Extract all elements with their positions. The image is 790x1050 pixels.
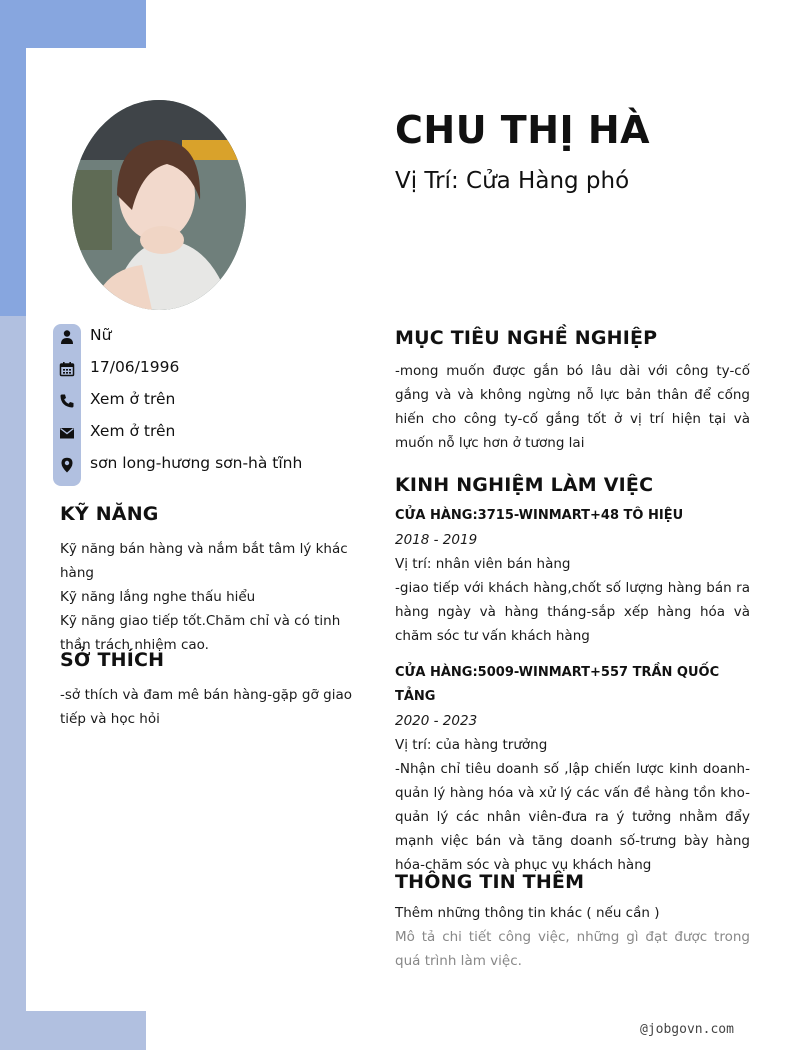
profile-photo [72, 100, 246, 310]
additional-line: Thêm những thông tin khác ( nếu cần ) [395, 905, 660, 921]
skills-list [60, 537, 352, 657]
objective-text: -mong muốn được gắn bó lâu dài với công ty-cố gắng và và không ngừng nỗ lực bản thân để cống hiến cho công ty-cố gắng tốt ở vị trí hiện tại và muốn nỗ lực hơn ở tương lai [395, 363, 750, 451]
additional-hint: Mô tả chi tiết công việc, những gì đạt được trong quá trình làm việc. [395, 929, 750, 969]
skills-section [60, 503, 352, 657]
objective-section [395, 327, 750, 455]
job-description: -Nhận chỉ tiêu doanh số ,lập chiến lược kinh doanh-quản lý hàng hóa và xử lý các vấn đề hàng tồn kho-quản lý các nhân viên-đưa ra ý tưởng nhằm đẩy mạnh việc bán và tăng doanh số-trưng bày hàng hóa-chăm sóc và phục vụ khách hàng [395, 761, 750, 873]
hobbies-section [60, 649, 352, 731]
candidate-name: CHU THỊ HÀ [395, 108, 651, 152]
experience-heading: KINH NGHIỆM LÀM VIỆC [395, 474, 654, 496]
contact-gender [53, 324, 373, 356]
calendar-icon [59, 361, 75, 377]
email-value: Xem ở trên [90, 422, 176, 440]
footer-credit: @jobgovn.com [640, 1022, 734, 1037]
hobbies-text: -sở thích và đam mê bán hàng-gặp gỡ giao tiếp và học hỏi [60, 687, 352, 727]
decor-band-bottom [26, 1011, 146, 1050]
person-icon [59, 329, 75, 345]
job-company: CỬA HÀNG:3715-WINMART+48 TÔ HIỆU [395, 508, 684, 523]
birthday-value: 17/06/1996 [90, 358, 180, 376]
skill-item: Kỹ năng lắng nghe thấu hiểu [60, 589, 256, 605]
contact-phone [53, 388, 373, 420]
objective-heading: MỤC TIÊU NGHỀ NGHIỆP [395, 327, 658, 349]
job-entry [395, 661, 750, 877]
job-role: Vị trí: nhân viên bán hàng [395, 556, 571, 572]
job-role: Vị trí: của hàng trưởng [395, 737, 548, 753]
job-period: 2020 - 2023 [395, 713, 478, 729]
skill-item: Kỹ năng giao tiếp tốt.Chăm chỉ và có tinh thần trách nhiệm cao. [60, 613, 341, 653]
mail-icon [59, 425, 75, 441]
location-pin-icon [59, 457, 75, 473]
additional-section [395, 871, 750, 973]
candidate-position: Vị Trí: Cửa Hàng phó [395, 168, 630, 194]
skills-heading: KỸ NĂNG [60, 503, 159, 525]
address-value: sơn long-hương sơn-hà tĩnh [90, 454, 303, 472]
job-company: CỬA HÀNG:5009-WINMART+557 TRẦN QUỐC TẢNG [395, 665, 720, 704]
phone-icon [59, 393, 75, 409]
job-period: 2018 - 2019 [395, 532, 478, 548]
contact-info [53, 324, 373, 484]
additional-heading: THÔNG TIN THÊM [395, 871, 585, 893]
decor-band-side [0, 316, 26, 1050]
contact-address [53, 452, 373, 484]
job-description: -giao tiếp với khách hàng,chốt số lượng hàng bán ra hàng ngày và hàng tháng-sắp xếp hàng hóa và chăm sóc tư vấn khách hàng [395, 580, 750, 644]
job-entry [395, 504, 750, 648]
contact-email [53, 420, 373, 452]
hobbies-heading: SỞ THÍCH [60, 649, 165, 671]
gender-value: Nữ [90, 326, 112, 344]
phone-value: Xem ở trên [90, 390, 176, 408]
portrait-illustration [72, 100, 246, 310]
experience-section [395, 474, 750, 877]
skill-item: Kỹ năng bán hàng và nắm bắt tâm lý khác hàng [60, 541, 348, 581]
contact-birthday [53, 356, 373, 388]
